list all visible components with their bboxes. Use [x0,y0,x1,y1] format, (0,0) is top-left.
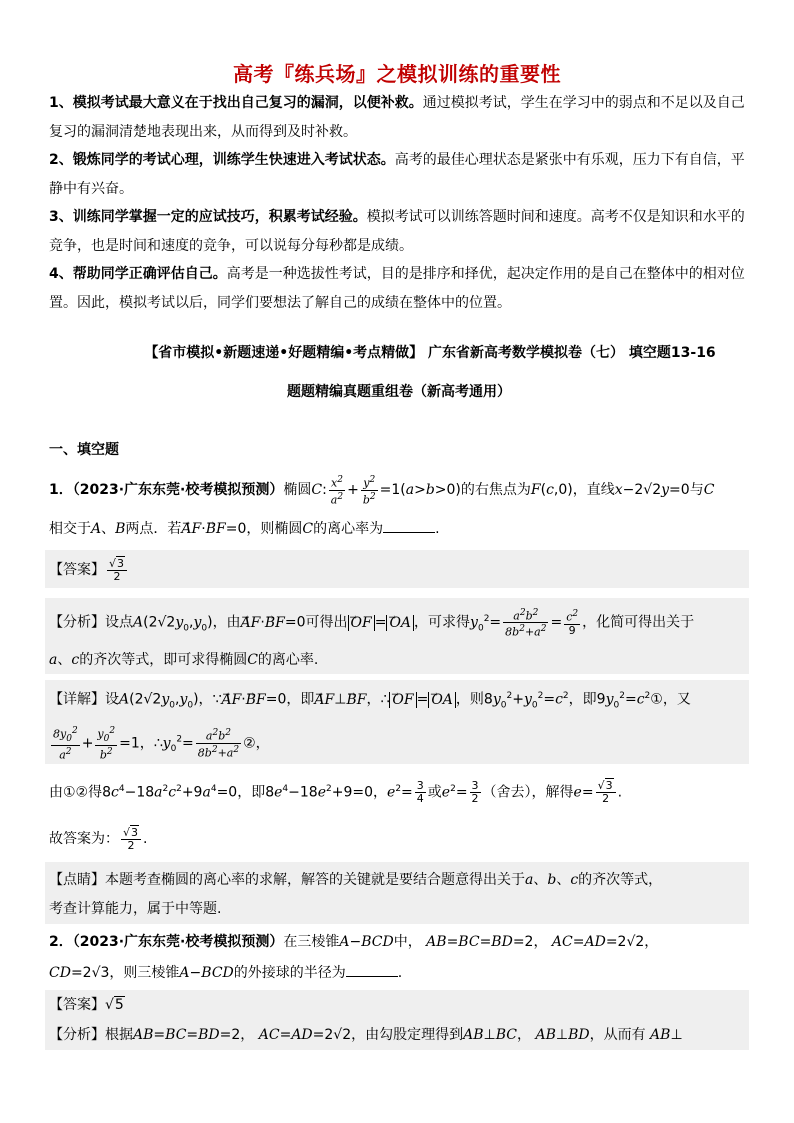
intro-paragraph-4: 4、帮助同学正确评估自己。高考是一种选拔性考试，目的是排序和择优，起决定作用的是自己在整体中的相对位置。因此，模拟考试以后，同学们要想法了解自己的成绩在整体中的位置。 [49,266,745,311]
intro-paragraph-1: 1、模拟考试最大意义在于找出自己复习的漏洞，以便补救。通过模拟考试，学生在学习中的弱点和不足以及自己复习的漏洞清楚地表现出来，从而得到及时补救。 [49,95,745,140]
question-2-analysis: 【分析】根据AB=BC=BD=2， AC=AD=2√2，由勾股定理得到AB⊥BC， AB⊥BD，从而有 AB⊥ [49,1027,683,1043]
question-2-line2: CD=2√3，则三棱锥A−BCD的外接球的半径为 . [49,959,749,988]
question-1-line1: 1．（2023·广东东莞·校考模拟预测）椭圆C: $\frac{x^2}{a^2}$ + $\frac{y^2}{b^2}$ =1(a>b>0)的右焦点为F(c,0)，直线x−2√2y=0与C [49,475,715,507]
question-1-remark: 【点睛】本题考查椭圆的离心率的求解，解答的关键就是要结合题意得出关于a、b、c的齐次等式， [49,872,663,888]
question-1-remark-line2: 考查计算能力，属于中等题. [49,901,222,917]
question-1-detail-line2: $\frac{8y_0^2}{a^2}$ + $\frac{y_0^2}{b^2}$ =1，$\therefore y_0^2=$ $\frac{a^2b^2}{8b^2+a^2}$ ②， [53,726,270,762]
intro-paragraph-3: 3、训练同学掌握一定的应试技巧，积累考试经验。模拟考试可以训练答题时间和速度。高考不仅是知识和水平的竞争，也是时间和速度的竞争，可以说每分每秒都是成绩。 [49,209,745,254]
question-2-answer: 【答案】√5 [49,997,124,1013]
question-1-answer: 【答案】 $\frac{√3}{2}$ [49,556,749,585]
question-1-analysis-line2: a、c的齐次等式，即可求得椭圆C的离心率. [49,652,319,668]
answer-blank-2 [346,962,398,977]
question-2-line1: 2．（2023·广东东莞·校考模拟预测）在三棱锥A−BCD中， AB=BC=BD=2， AC=AD=2√2， [49,934,659,950]
question-1-detail: 【详解】设$A(2√2y_0,y_0)$，∵→ AF·→ BF=0，即→ AF⊥→ BF，∴→ OF =→ OA ，则$8y_0^2+y_0^2=c^2$，即$9y_0^2=c^2①$，又 [49,682,759,720]
question-1-analysis: 【分析】设点$A(2√2y_0,y_0)$，由→ AF·→ BF=0可得出→ OF =→ OA ，可求得$y_0^2=$ $\frac{a^2b^2}{8b^2+a^2}$ = $\frac{c^2}{9}$ ，化简可得出关于 [49,605,749,643]
question-1-derivation: 由①②得$8c^4-18a^2c^2+9a^4=0$，即$8e^4-18e^2+9=0$，$e^2=$ $\frac{3}{4}$ 或$e^2=$ $\frac{3}{2}$ （舍去），解得e= $\frac{√3}{2}$ . [49,779,623,806]
section-heading: 一、填空题 [49,442,119,458]
page-title: 高考『练兵场』之模拟训练的重要性 [233,62,561,86]
question-1-line2: 相交于A、B两点．若→ AF·→ BF=0，则椭圆C的离心率为 . [49,515,749,544]
paper-header-line2: 题题精编真题重组卷（新高考通用） [287,384,511,400]
question-1-conclusion: 故答案为： $\frac{√3}{2}$ . [49,825,148,852]
paper-header-line1: 【省市模拟•新题速递•好题精编•考点精做】 广东省新高考数学模拟卷（七） 填空题13-16 [144,345,716,361]
intro-paragraph-2: 2、锻炼同学的考试心理，训练学生快速进入考试状态。高考的最佳心理状态是紧张中有乐观，压力下有自信，平静中有兴奋。 [49,152,745,197]
answer-blank [383,518,435,533]
